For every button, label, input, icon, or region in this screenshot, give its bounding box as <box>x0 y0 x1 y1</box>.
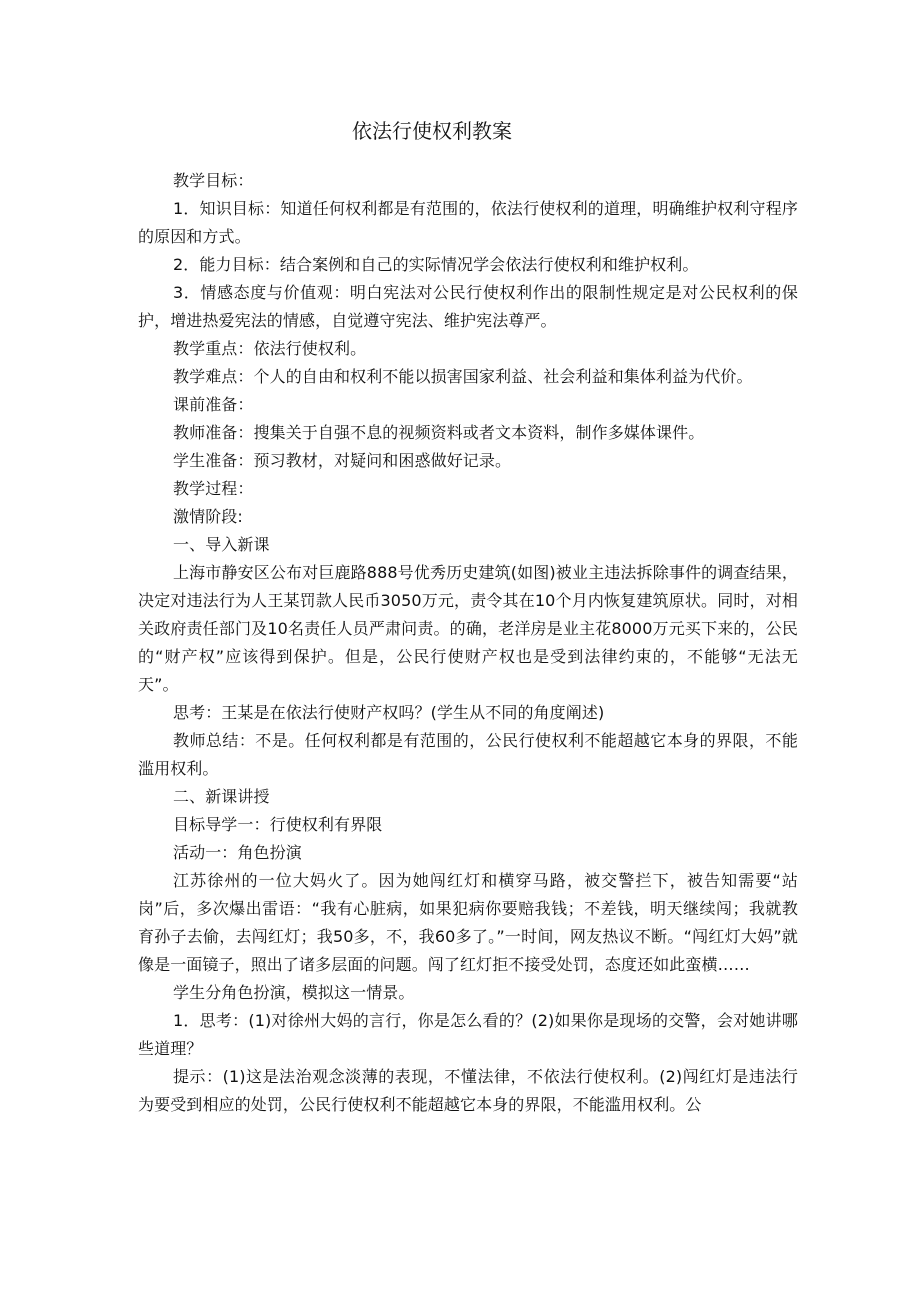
paragraph: 课前准备： <box>173 395 254 414</box>
paragraph: 思考：王某是在依法行使财产权吗？(学生从不同的角度阐述) <box>173 703 605 722</box>
paragraph: 活动一：角色扮演 <box>173 843 302 862</box>
paragraph: 教学过程： <box>173 479 254 498</box>
paragraph: 江苏徐州的一位大妈火了。因为她闯红灯和横穿马路，被交警拦下，被告知需要“站岗”后，多次爆出雷语：“我有心脏病，如果犯病你要赔我钱；不差钱，明天继续闯；我就教育孙子去偷，去闯红灯；我50多，不，我60多了。”一时间，网友热议不断。“闯红灯大妈”就像是一面镜子，照出了诸多层面的问题。闯了红灯拒不接受处罚，态度还如此蛮横…… <box>138 871 798 974</box>
document-title: 依法行使权利教案 <box>352 119 512 143</box>
paragraph: 1．知识目标：知道任何权利都是有范围的，依法行使权利的道理，明确维护权利守程序的原因和方式。 <box>138 199 798 246</box>
paragraph: 教学目标： <box>173 171 254 190</box>
paragraph: 2．能力目标：结合案例和自己的实际情况学会依法行使权利和维护权利。 <box>173 255 699 274</box>
paragraph: 提示：(1)这是法治观念淡薄的表现，不懂法律，不依法行使权利。(2)闯红灯是违法行为要受到相应的处罚，公民行使权利不能超越它本身的界限，不能滥用权利。公 <box>138 1067 798 1114</box>
paragraph: 学生分角色扮演，模拟这一情景。 <box>173 983 415 1002</box>
paragraph: 教学重点：依法行使权利。 <box>173 339 367 358</box>
paragraph: 激情阶段: <box>173 507 243 526</box>
document-body <box>138 167 798 1119</box>
paragraph: 目标导学一：行使权利有界限 <box>173 815 383 834</box>
paragraph: 一、导入新课 <box>173 535 270 554</box>
paragraph: 教学难点：个人的自由和权利不能以损害国家利益、社会利益和集体利益为代价。 <box>173 367 753 386</box>
paragraph: 教师准备：搜集关于自强不息的视频资料或者文本资料，制作多媒体课件。 <box>173 423 705 442</box>
paragraph: 二、新课讲授 <box>173 787 270 806</box>
paragraph: 1．思考：(1)对徐州大妈的言行，你是怎么看的？(2)如果你是现场的交警，会对她讲哪些道理？ <box>138 1011 798 1058</box>
paragraph: 上海市静安区公布对巨鹿路888号优秀历史建筑(如图)被业主违法拆除事件的调查结果，决定对违法行为人王某罚款人民币3050万元，责令其在10个月内恢复建筑原状。同时，对相关政府责任部门及10名责任人员严肃问责。的确，老洋房是业主花8000万元买下来的，公民的“财产权”应该得到保护。但是，公民行使财产权也是受到法律约束的，不能够“无法无天”。 <box>138 563 798 694</box>
paragraph: 3．情感态度与价值观：明白宪法对公民行使权利作出的限制性规定是对公民权利的保护，增进热爱宪法的情感，自觉遵守宪法、维护宪法尊严。 <box>138 283 798 330</box>
paragraph: 教师总结：不是。任何权利都是有范围的，公民行使权利不能超越它本身的界限，不能滥用权利。 <box>138 731 798 778</box>
paragraph: 学生准备：预习教材，对疑问和困惑做好记录。 <box>173 451 512 470</box>
